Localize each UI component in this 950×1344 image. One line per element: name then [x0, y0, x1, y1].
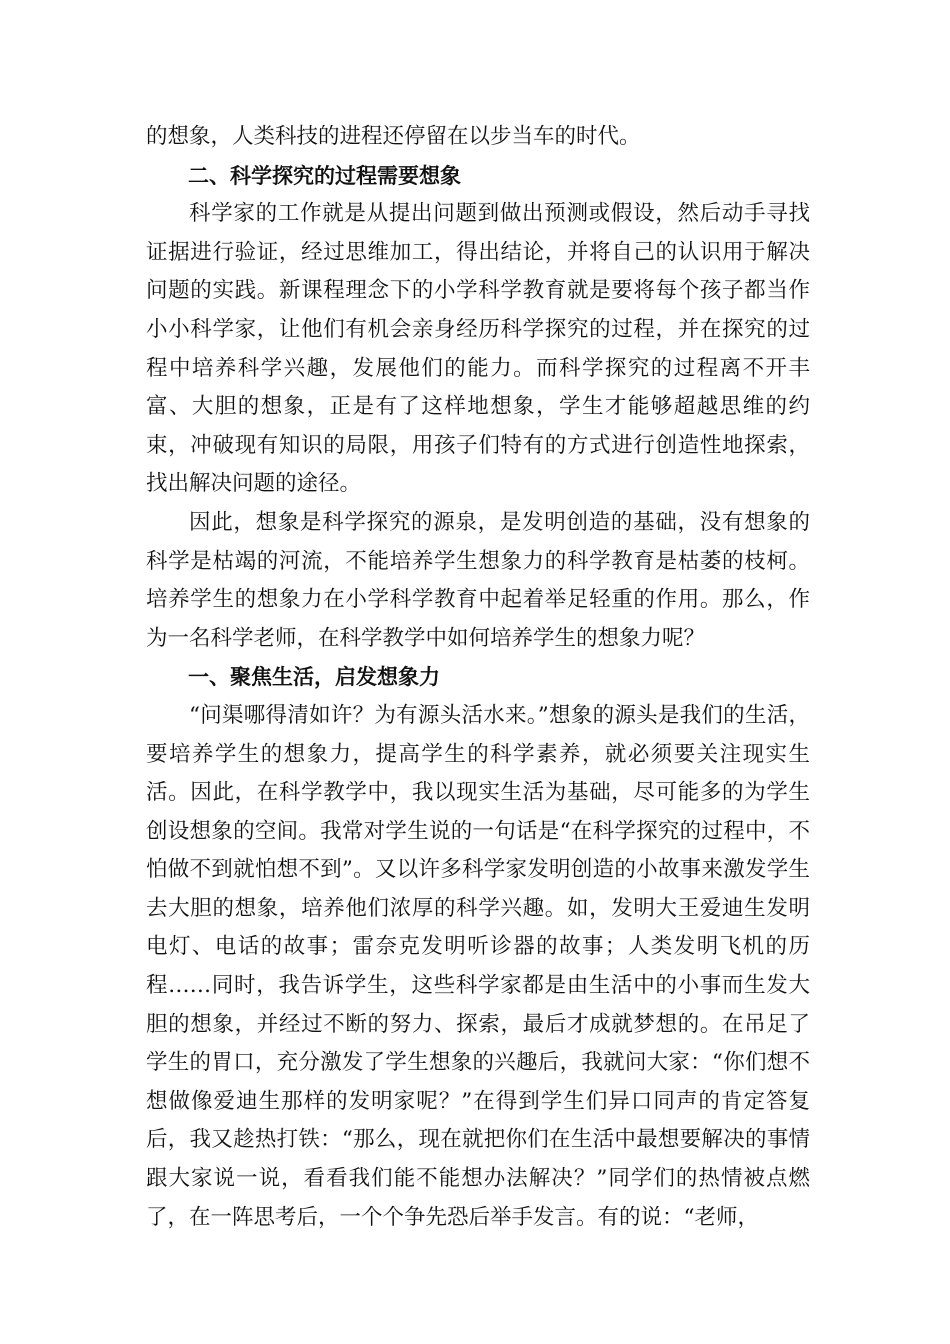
section-heading-one: 一、聚焦生活，启发想象力 — [188, 665, 440, 690]
paragraph-focus-on-life: “问渠哪得清如许？为有源头活水来。”想象的源头是我们的生活，要培养学生的想象力，提高学生的科学素养，就必须要关注现实生活。因此，在科学教学中，我以现实生活为基础，尽可能多的为学生创设想象的空间。我常对学生说的一句话是“在科学探究的过程中，不怕做不到就怕想不到”。又以许多科学家发明创造的小故事来激发学生去大胆的想象，培养他们浓厚的科学兴趣。如，发明大王爱迪生发明电灯、电话的故事；雷奈克发明听诊器的故事；人类发明飞机的历程……同时，我告诉学生，这些科学家都是由生活中的小事而生发大胆的想象，并经过不断的努力、探索，最后才成就梦想的。在吊足了学生的胃口，充分激发了学生想象的兴趣后，我就问大家：“你们想不想做像爱迪生那样的发明家呢？”在得到学生们异口同声的肯定答复后，我又趁热打铁：“那么，现在就把你们在生活中最想要解决的事情跟大家说一说，看看我们能不能想办法解决？”同学们的热情被点燃了，在一阵思考后，一个个争先恐后举手发言。有的说：“老师， — [146, 702, 810, 1230]
section-heading-two: 二、科学探究的过程需要想象 — [188, 163, 461, 188]
document-page — [146, 118, 810, 1237]
paragraph-scientific-inquiry: 科学家的工作就是从提出问题到做出预测或假设，然后动手寻找证据进行验证，经过思维加工，得出结论，并将自己的认识用于解决问题的实践。新课程理念下的小学科学教育就是要将每个孩子都当作小小科学家，让他们有机会亲身经历科学探究的过程，并在探究的过程中培养科学兴趣，发展他们的能力。而科学探究的过程离不开丰富、大胆的想象，正是有了这样地想象，学生才能够超越思维的约束，冲破现有知识的局限，用孩子们特有的方式进行创造性地探索，找出解决问题的途径。 — [146, 201, 810, 497]
paragraph-imagination-importance: 因此，想象是科学探究的源泉，是发明创造的基础，没有想象的科学是枯竭的河流，不能培养学生想象力的科学教育是枯萎的枝柯。培养学生的想象力在小学科学教育中起着举足轻重的作用。那么，作为一名科学老师，在科学教学中如何培养学生的想象力呢？ — [146, 509, 810, 651]
paragraph-continuation: 的想象，人类科技的进程还停留在以步当车的时代。 — [146, 124, 641, 149]
